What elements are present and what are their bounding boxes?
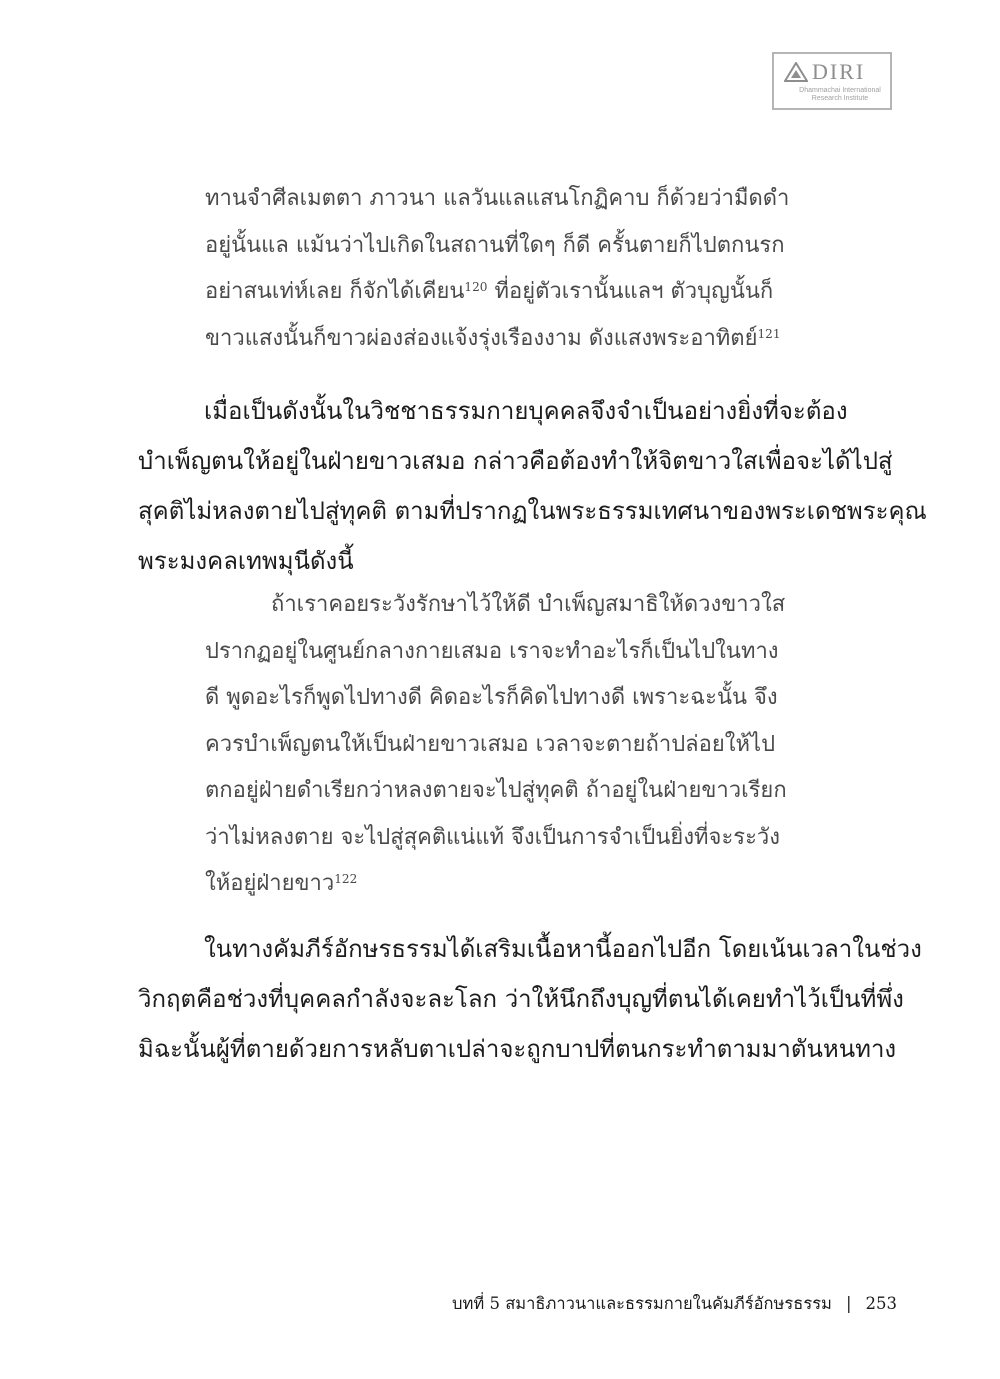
footer-separator: |: [845, 1294, 852, 1313]
logo-name: DIRI: [812, 59, 866, 84]
paragraph-line: มิฉะนั้นผู้ที่ตายด้วยการหลับตาเปล่าจะถูกบาปที่ตนกระทำตามมาตันหนทาง: [138, 1035, 897, 1063]
page-number: 253: [865, 1294, 897, 1313]
footnote-ref[interactable]: 121: [757, 326, 781, 341]
quote-line: ดี พูดอะไรก็พูดไปทางดี คิดอะไรก็คิดไปทางดี เพราะฉะนั้น จึง: [205, 685, 778, 710]
quote-line: ขาวแสงนั้นก็ขาวผ่องส่องแจ้งรุ่งเรืองงาม ดังแสงพระอาทิตย์$^{121}$: [205, 325, 781, 351]
quote-line: ควรบำเพ็ญตนให้เป็นฝ่ายขาวเสมอ เวลาจะตายถ้าปล่อยให้ไป: [205, 731, 776, 757]
body-paragraph-2: [138, 924, 922, 1074]
footnote-ref[interactable]: 122: [334, 871, 358, 886]
footnote-ref[interactable]: 120: [464, 279, 488, 294]
quote-line: ถ้าเราคอยระวังรักษาไว้ให้ดี บำเพ็ญสมาธิให้ดวงขาวใส: [271, 592, 786, 617]
quote-line: ให้อยู่ฝ่ายขาว$^{122}$: [205, 871, 358, 896]
institute-logo: [772, 52, 892, 110]
quote-line: ว่าไม่หลงตาย จะไปสู่สุคติแน่แท้ จึงเป็นการจำเป็นยิ่งที่จะระวัง: [205, 824, 780, 850]
page-footer: [452, 1291, 897, 1317]
quote-line: อยู่นั้นแล แม้นว่าไปเกิดในสถานที่ใดๆ ก็ดี ครั้นตายก็ไปตกนรก: [205, 232, 785, 258]
logo-emblem-icon: [784, 62, 808, 82]
quote-line: ตกอยู่ฝ่ายดำเรียกว่าหลงตายจะไปสู่ทุคติ ถ้าอยู่ในฝ่ายขาวเรียก: [205, 778, 787, 803]
body-paragraph-1: [138, 386, 927, 586]
paragraph-line: วิกฤตคือช่วงที่บุคคลกำลังจะละโลก ว่าให้นึกถึงบุญที่ตนได้เคยทำไว้เป็นที่พึ่ง: [138, 985, 904, 1013]
paragraph-line: สุคติไม่หลงตายไปสู่ทุคติ ตามที่ปรากฏในพระธรรมเทศนาของพระเดชพระคุณ: [138, 497, 927, 525]
paragraph-line: ในทางคัมภีร์อักษรธรรมได้เสริมเนื้อหานี้ออกไปอีก โดยเน้นเวลาในช่วง: [204, 935, 922, 963]
logo-subtitle-line-1: Dhammachai International: [799, 87, 881, 94]
quote-line: ปรากฏอยู่ในศูนย์กลางกายเสมอ เราจะทำอะไรก็เป็นไปในทาง: [205, 638, 779, 664]
paragraph-line: บำเพ็ญตนให้อยู่ในฝ่ายขาวเสมอ กล่าวคือต้องทำให้จิตขาวใสเพื่อจะได้ไปสู่: [138, 447, 893, 475]
quote-line: ทานจำศีลเมตตา ภาวนา แลวันแลแสนโกฏิคาบ ก็ด้วยว่ามืดดำ: [205, 186, 790, 211]
paragraph-line: พระมงคลเทพมุนีดังนี้: [138, 547, 354, 575]
quote-line: อย่าสนเท่ห์เลย ก็จักได้เคียน$^{120}$ ที่อยู่ตัวเรานั้นแลฯ ตัวบุญนั้นก็: [205, 279, 774, 304]
paragraph-line: เมื่อเป็นดังนั้นในวิชชาธรรมกายบุคคลจึงจำเป็นอย่างยิ่งที่จะต้อง: [204, 397, 848, 425]
logo-subtitle-line-2: Research Institute: [811, 95, 869, 102]
quote-block-1: [205, 176, 789, 362]
logo-subtitle: [792, 87, 888, 103]
chapter-title: บทที่ 5 สมาธิภาวนาและธรรมกายในคัมภีร์อักษรธรรม: [451, 1294, 832, 1313]
quote-block-2: [205, 582, 787, 908]
